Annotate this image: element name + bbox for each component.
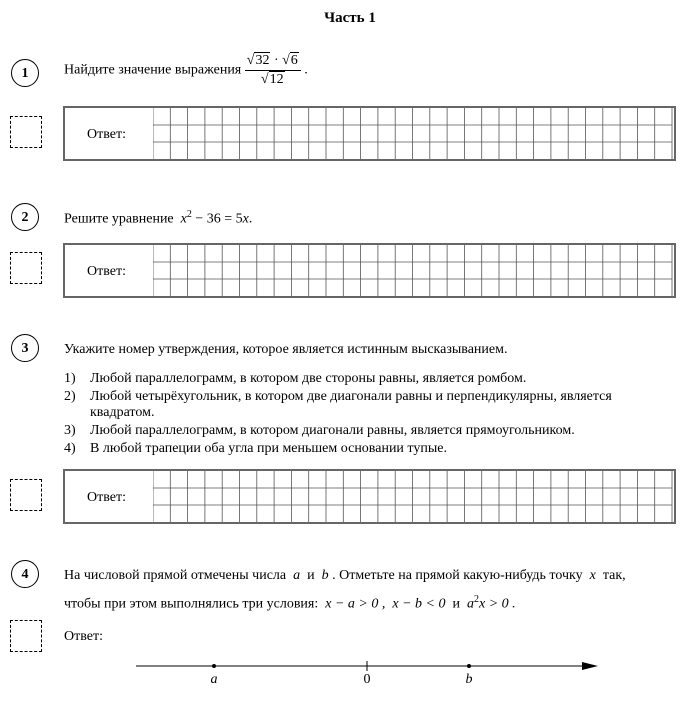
answer-box-1[interactable] — [63, 106, 676, 161]
label-zero: 0 — [363, 672, 371, 687]
option-4: 4) В любой трапеции оба угла при меньшем основании тупые. — [64, 441, 447, 456]
point-b — [467, 664, 471, 668]
question-1-prompt: Найдите значение выражения — [64, 62, 242, 78]
label-a: a — [210, 672, 218, 687]
label-b: b — [465, 672, 473, 687]
answer-grid-3[interactable] — [153, 471, 674, 522]
answer-grid-2[interactable] — [153, 245, 674, 296]
answer-checkbox-4[interactable] — [10, 620, 42, 652]
question-number-3: 3 — [11, 334, 39, 362]
question-4-line-2: чтобы при этом выполнялись три условия: x − a > 0 , x − b < 0 и $a^2x > 0$ . — [64, 594, 516, 612]
number-line[interactable] — [130, 655, 610, 695]
sqrt-6: √6 — [282, 53, 298, 68]
sqrt-32: √32 — [246, 53, 270, 68]
part-title: Часть 1 — [324, 10, 376, 26]
question-2-text: Решите уравнение $x^2 - 36 = 5x$. — [64, 209, 253, 227]
answer-label-4: Ответ: — [64, 629, 103, 644]
answer-grid-1[interactable] — [153, 108, 674, 159]
question-2-prompt: Решите уравнение — [64, 211, 174, 227]
question-1-text: Найдите значение выражения $\frac{√32 \cdot √6}{√12}$ . — [64, 53, 308, 87]
answer-checkbox-2[interactable] — [10, 252, 42, 284]
question-4-line-1: На числовой прямой отмечены числа a и b . Отметьте на прямой какую-нибудь точку x так, — [64, 568, 626, 583]
answer-checkbox-3[interactable] — [10, 479, 42, 511]
answer-box-2[interactable] — [63, 243, 676, 298]
arrow-right-icon — [582, 662, 598, 670]
question-number-1: 1 — [11, 59, 39, 87]
question-3-prompt: Укажите номер утверждения, которое является истинным высказыванием. — [64, 342, 508, 357]
option-2: 2) Любой четырёхугольник, в котором две диагонали равны и перпендикулярны, является квадратом. — [64, 389, 612, 420]
question-number-4: 4 — [11, 560, 39, 588]
answer-label: Ответ: — [87, 127, 126, 142]
expression-fraction: $\frac{√32 \cdot √6}{√12}$ — [245, 52, 301, 89]
answer-checkbox-1[interactable] — [10, 116, 42, 148]
option-3: 3) Любой параллелограмм, в котором диагонали равны, является прямоугольником. — [64, 423, 575, 438]
option-1: 1) Любой параллелограмм, в котором две стороны равны, является ромбом. — [64, 371, 527, 386]
answer-box-3[interactable] — [63, 469, 676, 524]
answer-label: Ответ: — [87, 264, 126, 279]
answer-label: Ответ: — [87, 490, 126, 505]
question-number-2: 2 — [11, 203, 39, 231]
sqrt-12: √12 — [260, 72, 284, 87]
point-a — [212, 664, 216, 668]
question-3-options — [64, 371, 672, 459]
